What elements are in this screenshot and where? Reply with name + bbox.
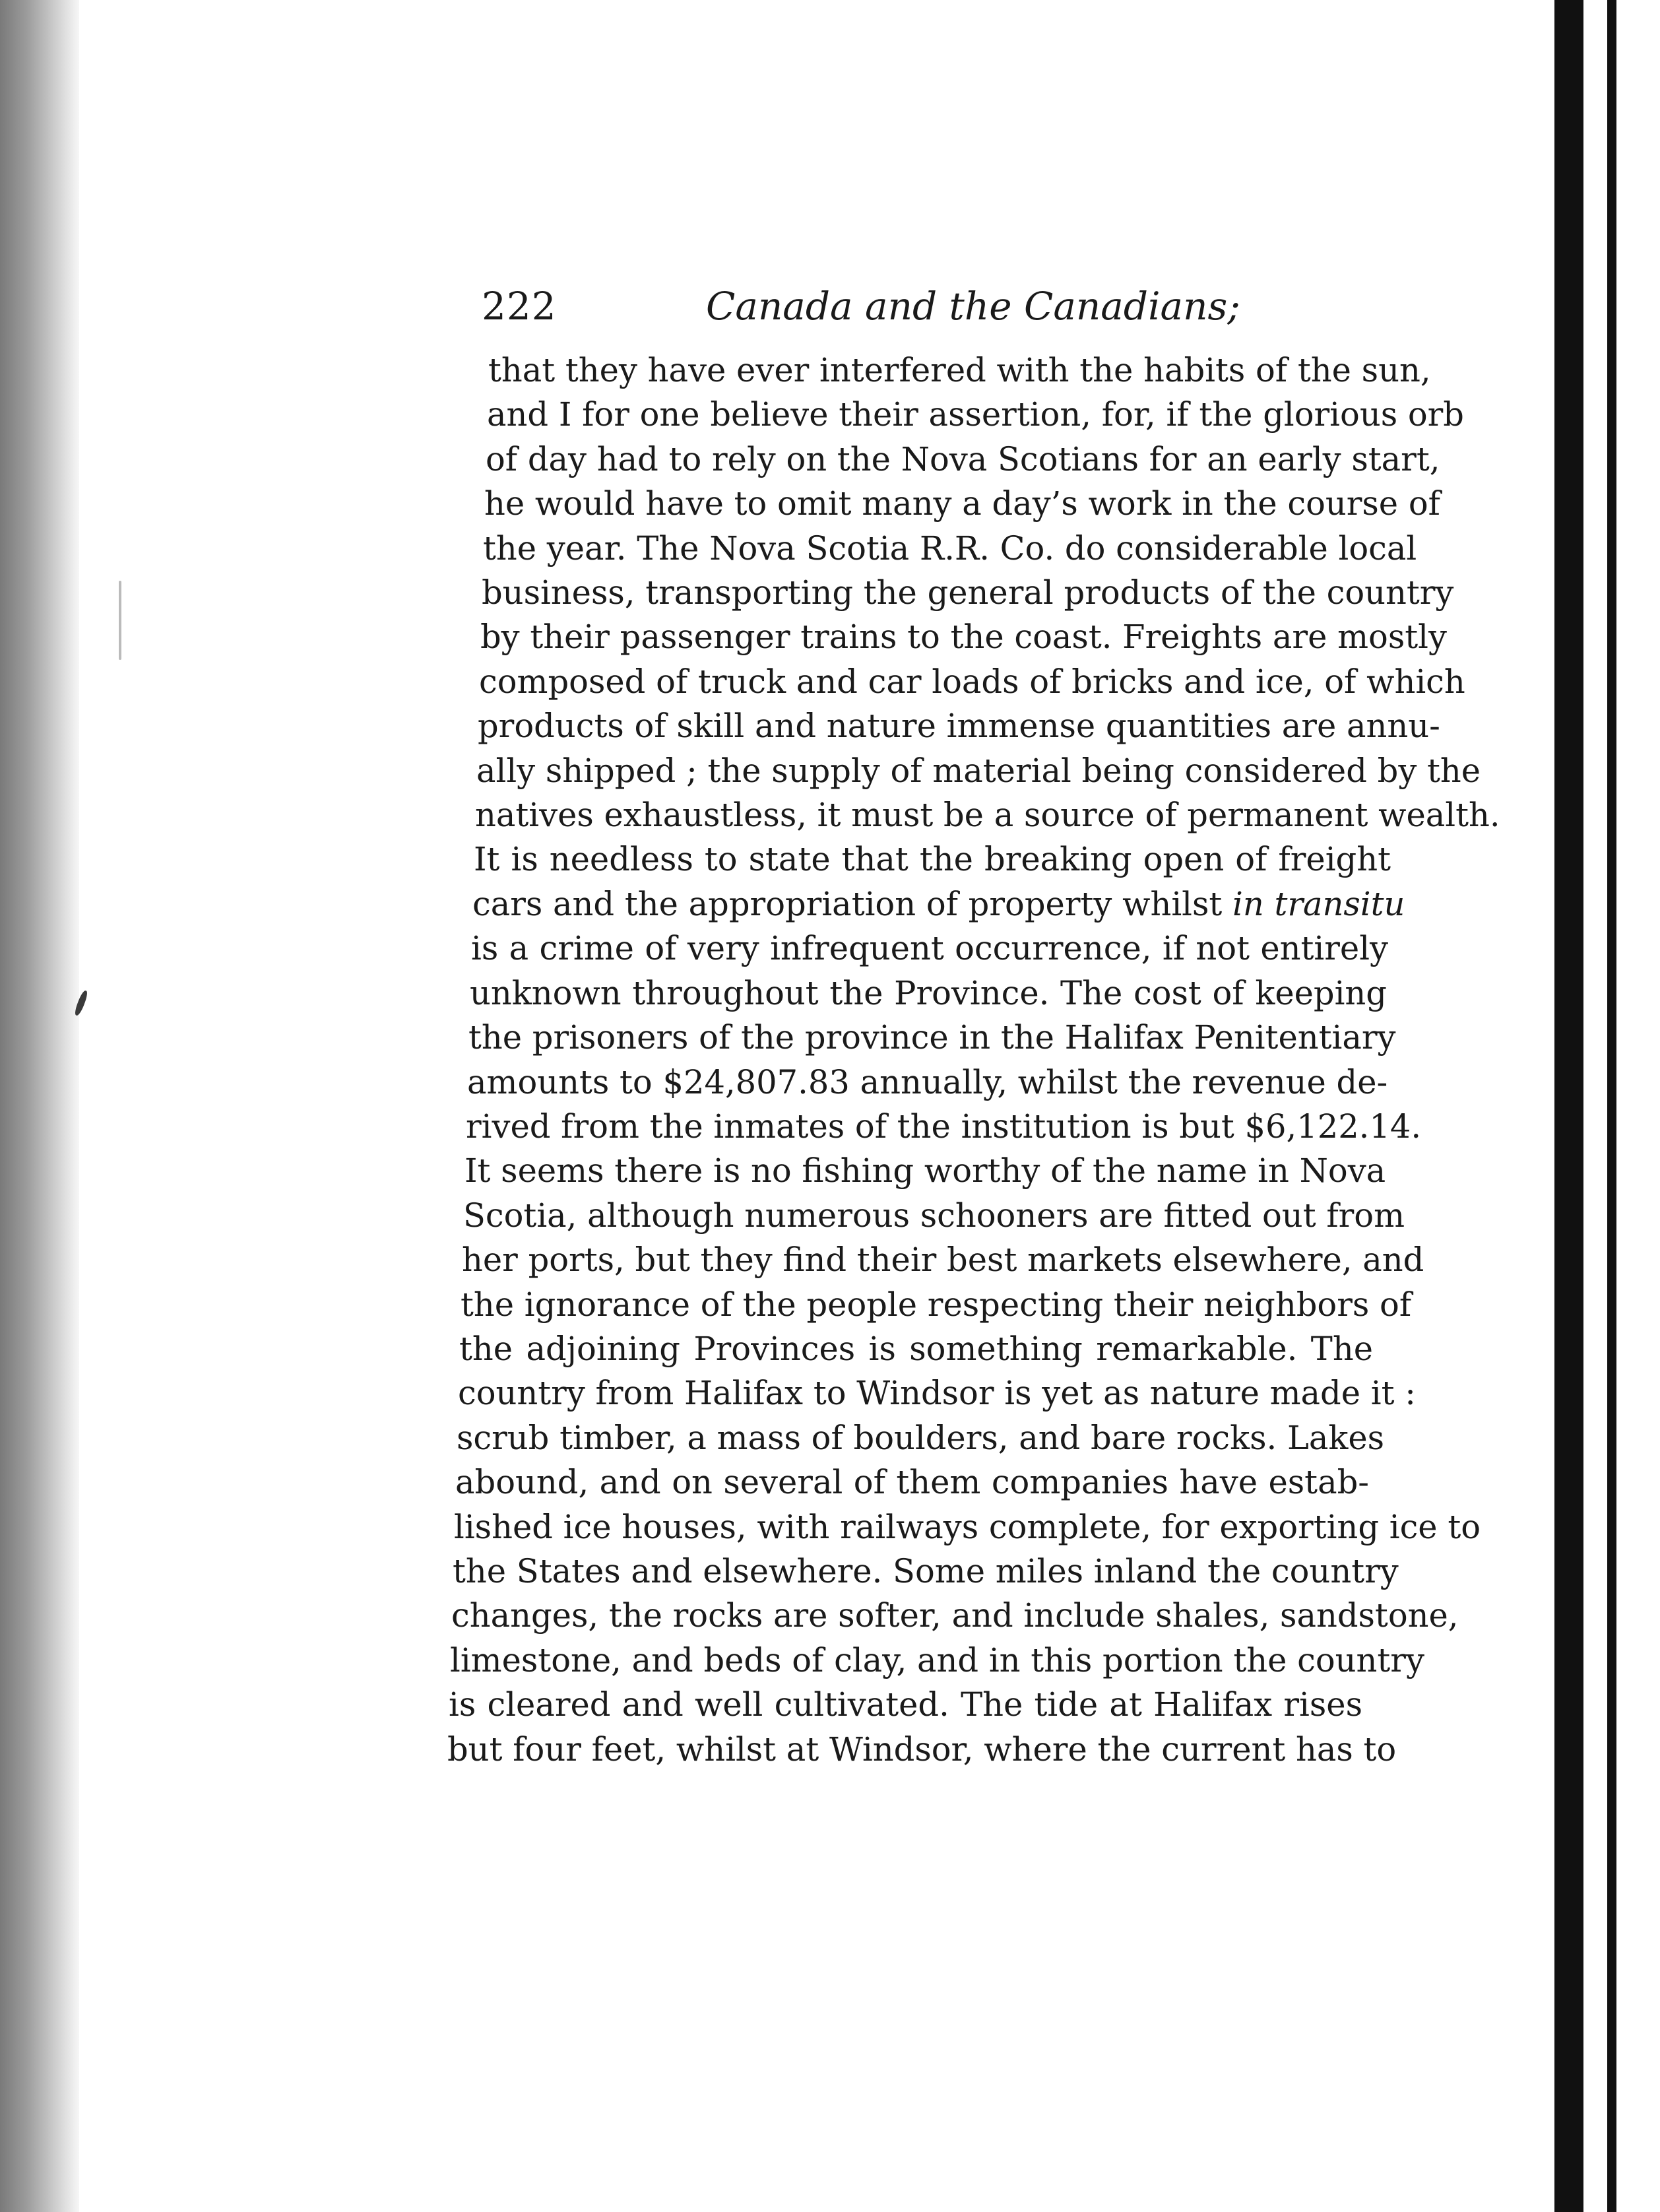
- text-line: It is needless to state that the breaking open of freight: [474, 840, 1391, 879]
- book-gutter-edge: [0, 0, 79, 2212]
- text-line: of day had to rely on the Nova Scotians for an early start,: [486, 439, 1440, 478]
- book-page: [447, 277, 1500, 1772]
- text-line: unknown throughout the Province. The cost of keeping: [470, 973, 1387, 1012]
- text-line: abound, and on several of them companies have estab-: [455, 1463, 1369, 1502]
- text-line: that they have ever interfered with the habits of the sun,: [488, 351, 1431, 389]
- text-line: is a crime of very infrequent occurrence, if not entirely: [471, 929, 1388, 968]
- text-line: business, transporting the general products of the country: [482, 573, 1454, 612]
- text-line: is cleared and well cultivated. The tide at Halifax rises: [449, 1685, 1362, 1724]
- text-line: the adjoining Provinces is something remarkable. The: [459, 1329, 1373, 1368]
- page-number: 222: [482, 284, 557, 329]
- scan-border-thick: [1554, 0, 1583, 2212]
- running-head: Canada and the Canadians;: [706, 284, 1240, 329]
- text-line: Scotia, although numerous schooners are fitted out from: [463, 1196, 1405, 1235]
- scan-right-border: [1554, 0, 1660, 2212]
- text-line: country from Halifax to Windsor is yet as nature made it :: [458, 1374, 1416, 1413]
- italic-phrase: in transitu: [1232, 884, 1405, 923]
- text-line: cars and the appropriation of property whilst in transitu: [472, 884, 1405, 923]
- text-line: ally shipped ; the supply of material being considered by the: [476, 751, 1481, 790]
- page-header: [462, 277, 1399, 343]
- text-line: by their passenger trains to the coast. Freights are mostly: [480, 618, 1447, 657]
- scan-border-thin: [1607, 0, 1616, 2212]
- text-line: her ports, but they find their best markets elsewhere, and: [462, 1241, 1424, 1280]
- text-line: products of skill and nature immense quantities are annu-: [478, 707, 1440, 746]
- text-line: the States and elsewhere. Some miles inland the country: [453, 1551, 1399, 1590]
- text-line: but four feet, whilst at Windsor, where the current has to: [447, 1730, 1397, 1769]
- text-line: the prisoners of the province in the Halifax Penitentiary: [468, 1018, 1396, 1057]
- text-line: composed of truck and car loads of bricks and ice, of which: [479, 662, 1465, 701]
- text-line: lished ice houses, with railways complete, for exporting ice to: [454, 1507, 1481, 1546]
- text-line: the year. The Nova Scotia R.R. Co. do considerable local: [483, 529, 1417, 568]
- text-line: rived from the inmates of the institution is but $6,122.14.: [466, 1107, 1422, 1146]
- text-line: scrub timber, a mass of boulders, and bare rocks. Lakes: [457, 1418, 1385, 1457]
- text-line: amounts to $24,807.83 annually, whilst the revenue de-: [467, 1062, 1388, 1101]
- text-line: the ignorance of the people respecting their neighbors of: [461, 1285, 1412, 1324]
- text-line: he would have to omit many a day’s work in the course of: [484, 484, 1440, 523]
- scan-smudge: [119, 581, 121, 660]
- body-text: [447, 348, 1500, 1772]
- text-line: and I for one believe their assertion, for, if the glorious orb: [487, 395, 1464, 434]
- text-line: It seems there is no fishing worthy of the name in Nova: [464, 1152, 1386, 1190]
- text-line: limestone, and beds of clay, and in this portion the country: [450, 1641, 1424, 1679]
- text-line: natives exhaustless, it must be a source of permanent wealth.: [475, 796, 1500, 835]
- text-line: changes, the rocks are softer, and include shales, sandstone,: [451, 1596, 1459, 1635]
